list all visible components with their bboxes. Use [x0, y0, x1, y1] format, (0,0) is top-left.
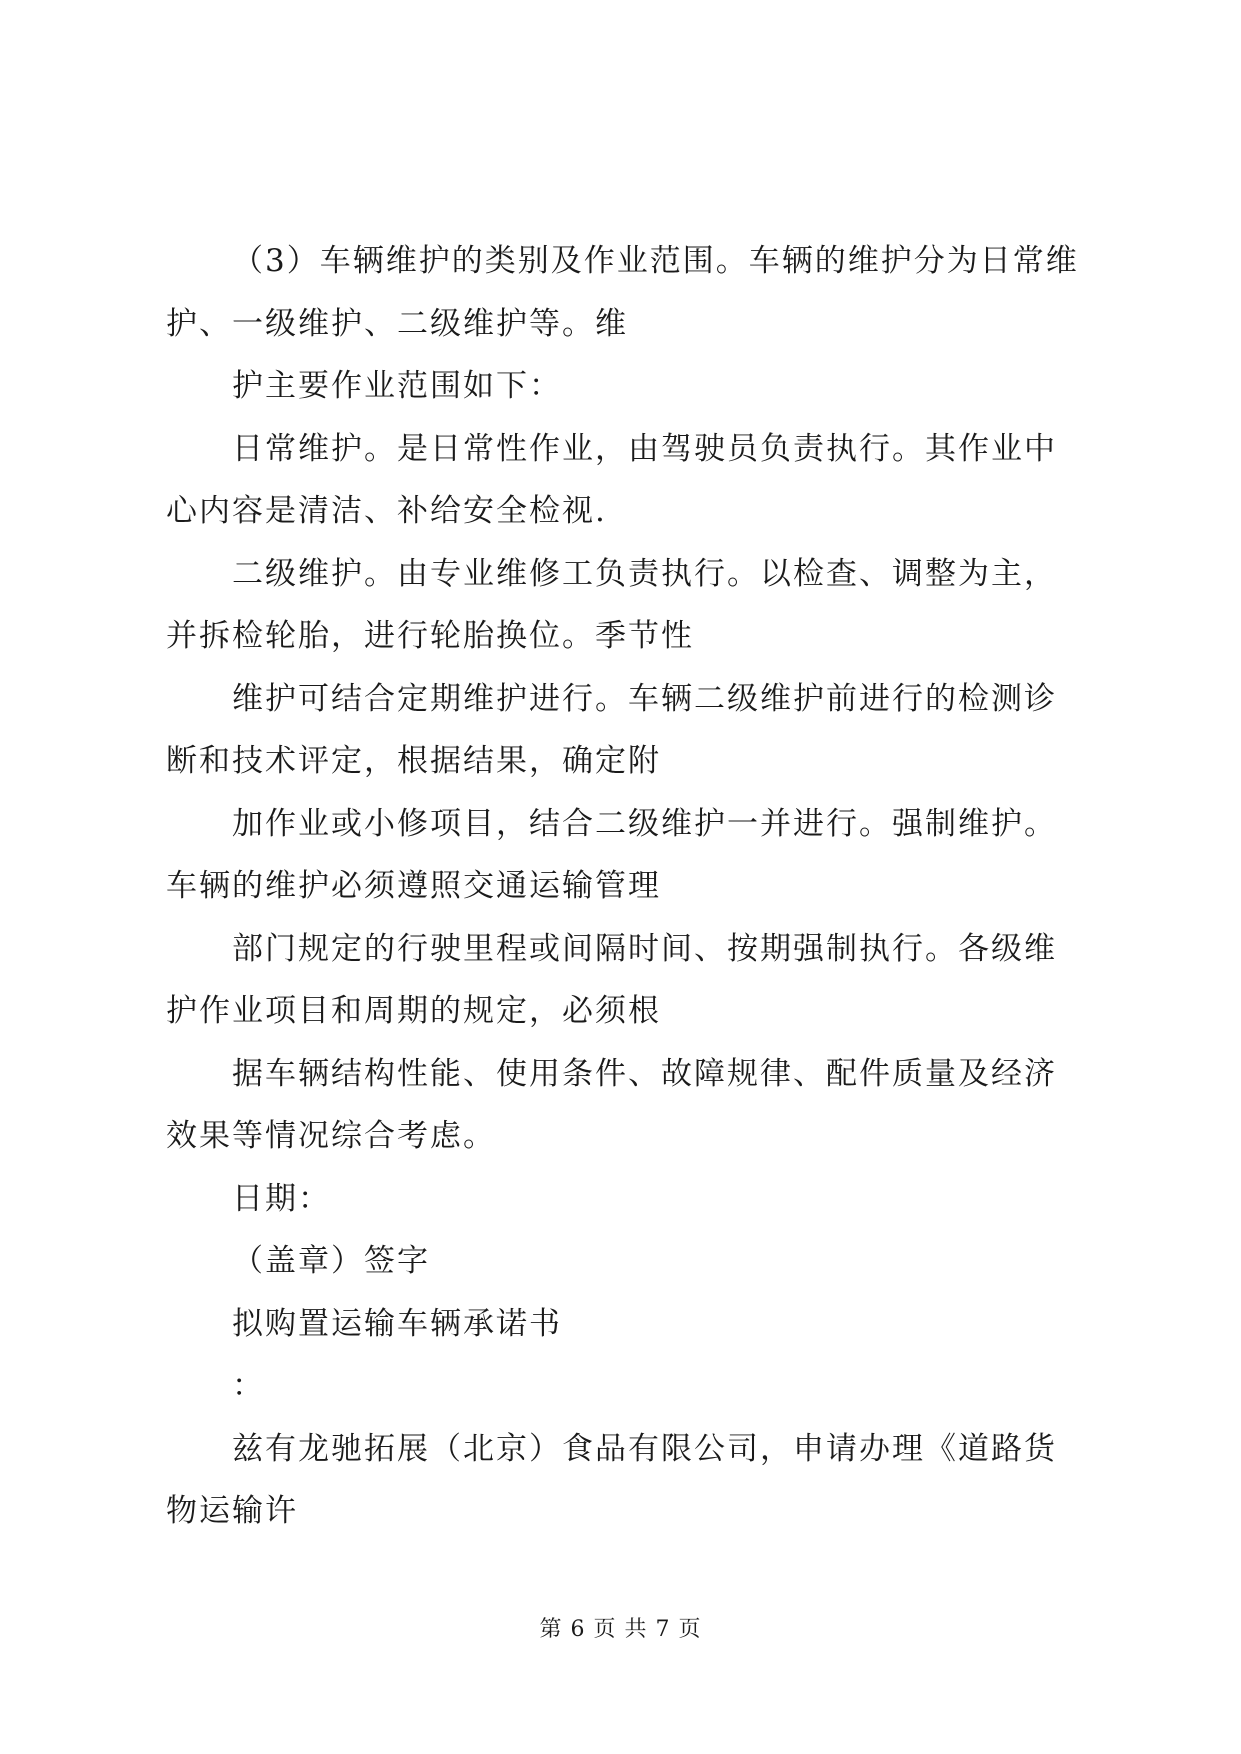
date-line: 日期：	[232, 1180, 331, 1217]
paragraph-application: 兹有龙驰拓展（北京）食品有限公司，申请办理《道路货物运输许	[166, 1430, 1057, 1529]
commitment-title: 拟购置运输车辆承诺书	[232, 1305, 562, 1342]
paragraph-scope-intro: 护主要作业范围如下：	[232, 368, 562, 404]
paragraph-periodic-maintenance: 维护可结合定期维护进行。车辆二级维护前进行的检测诊断和技术评定，根据结果，确定附	[166, 680, 1057, 779]
stamp-signature-line: （盖章）签字	[232, 1243, 430, 1279]
paragraph-considerations: 据车辆结构性能、使用条件、故障规律、配件质量及经济效果等情况综合考虑。	[166, 1055, 1057, 1154]
document-body	[166, 230, 1086, 1543]
paragraph-additional-work: 加作业或小修项目，结合二级维护一并进行。强制维护。车辆的维护必须遵照交通运输管理	[166, 805, 1057, 904]
paragraph-mandatory-execution: 部门规定的行驶里程或间隔时间、按期强制执行。各级维护作业项目和周期的规定，必须根	[166, 930, 1057, 1029]
salutation-colon: ：	[232, 1368, 265, 1404]
paragraph-daily-maintenance: 日常维护。是日常性作业，由驾驶员负责执行。其作业中心内容是清洁、补给安全检视.	[166, 430, 1057, 529]
paragraph-maintenance-categories: （3）车辆维护的类别及作业范围。车辆的维护分为日常维护、一级维护、二级维护等。维	[166, 243, 1079, 342]
paragraph-secondary-maintenance: 二级维护。由专业维修工负责执行。以检查、调整为主，并拆检轮胎，进行轮胎换位。季节性	[166, 555, 1057, 654]
page-number-footer: 第 6 页 共 7 页	[539, 1617, 702, 1642]
